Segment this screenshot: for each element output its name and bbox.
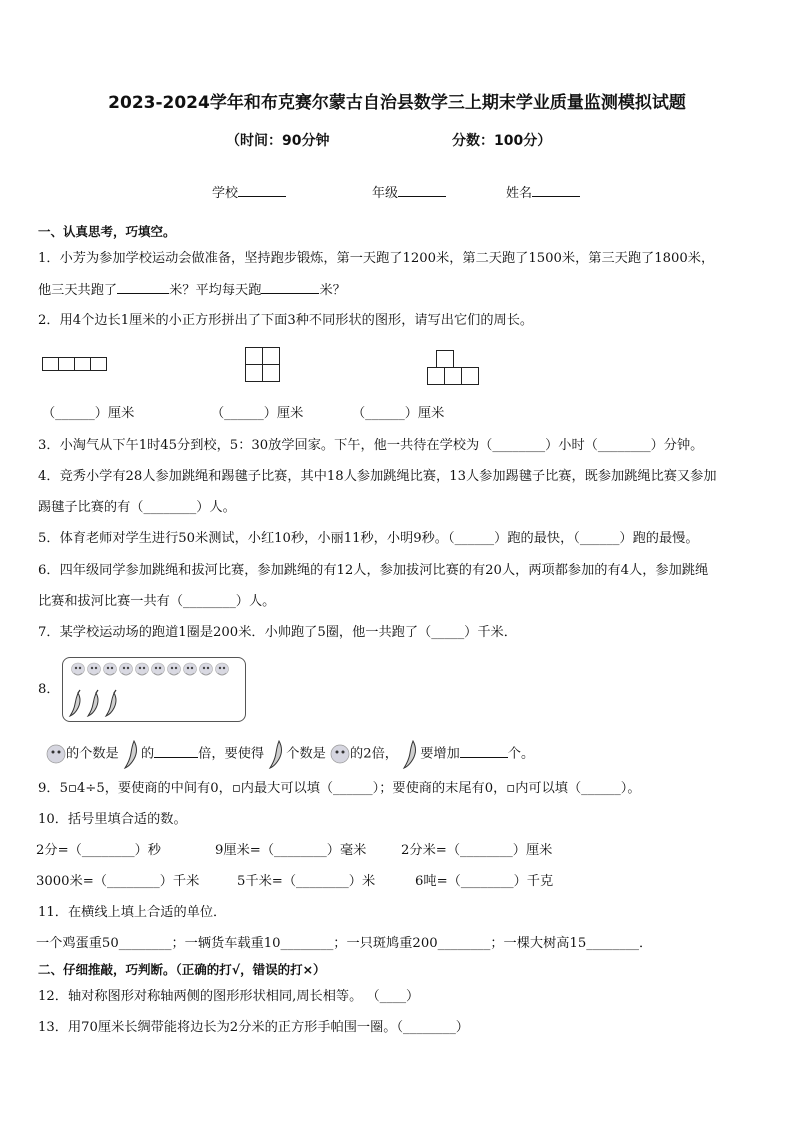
q8-pepper-row bbox=[70, 690, 116, 716]
question-2: 2．用4个边长1厘米的小正方形拼出了下面3种不同形状的图形，请写出它们的周长。 bbox=[38, 313, 534, 328]
shape-t-tetromino bbox=[427, 350, 481, 386]
shape-row-of-four bbox=[42, 357, 114, 375]
q10-item-3[interactable]: 2分米=（________）厘米 bbox=[401, 843, 553, 858]
q8-text-1: 的个数是 bbox=[66, 746, 119, 762]
q1-blank-2[interactable] bbox=[261, 281, 319, 294]
question-6-line-1: 6．四年级同学参加跳绳和拔河比赛，参加跳绳的有12人，参加拔河比赛的有20人，两项都参加的有4人，参加跳绳 bbox=[38, 563, 709, 578]
question-1-line-2 bbox=[38, 281, 346, 300]
grade-field[interactable] bbox=[372, 182, 446, 201]
name-label: 姓名 bbox=[506, 186, 533, 201]
q1-text-1: 他三天共跑了 bbox=[38, 283, 118, 298]
question-7: 7．某学校运动场的跑道1圈是200米．小帅跑了5圈，他一共跑了（_____）千米． bbox=[38, 625, 517, 640]
section-1-heading: 一、认真思考，巧填空。 bbox=[38, 224, 176, 239]
q8-text-3: 倍，要使得 bbox=[198, 746, 265, 762]
question-13: 13．用70厘米长绸带能将边长为2分米的正方形手帕围一圈。（________） bbox=[38, 1020, 469, 1035]
q8-text-2: 的 bbox=[140, 746, 155, 762]
grade-label: 年级 bbox=[372, 186, 399, 201]
pepper-icon bbox=[123, 739, 141, 769]
page-title: 2023-2024学年和布克赛尔蒙古自治县数学三上期末学业质量监测模拟试题 bbox=[108, 93, 686, 113]
question-12: 12．轴对称图形对称轴两侧的图形形状相同,周长相等。 （____） bbox=[38, 989, 420, 1004]
exam-score: 分数：100分） bbox=[452, 133, 552, 149]
ghost-icon bbox=[330, 743, 350, 765]
q1-text-2: 米？平均每天跑 bbox=[169, 283, 262, 298]
q2-blank-2[interactable]: （______）厘米 bbox=[211, 406, 304, 421]
question-1-line-1: 1．小芳为参加学校运动会做准备，坚持跑步锻炼，第一天跑了1200米，第二天跑了1500米，第三天跑了1800米， bbox=[38, 251, 715, 266]
q8-picture-box bbox=[62, 657, 246, 722]
q10-item-5[interactable]: 5千米=（________）米 bbox=[237, 874, 376, 889]
pepper-icon bbox=[268, 739, 286, 769]
q10-item-1[interactable]: 2分=（________）秒 bbox=[36, 843, 161, 858]
exam-time: （时间：90分钟 bbox=[226, 133, 330, 149]
q8-text-6: 要增加 bbox=[420, 746, 460, 762]
q8-text-line bbox=[46, 739, 534, 769]
q10-item-2[interactable]: 9厘米=（________）毫米 bbox=[215, 843, 367, 858]
q8-pictures bbox=[63, 658, 245, 721]
q2-blank-1[interactable]: （______）厘米 bbox=[42, 406, 135, 421]
q8-text-7: 个。 bbox=[507, 746, 535, 762]
shape-two-by-two bbox=[245, 347, 281, 383]
school-label: 学校 bbox=[212, 186, 239, 201]
question-9: 9．5▫4÷5，要使商的中间有0，▫内最大可以填（______）；要使商的末尾有0，▫内可以填（______）。 bbox=[38, 781, 641, 796]
q10-item-4[interactable]: 3000米=（________）千米 bbox=[36, 874, 200, 889]
section-2-heading: 二、仔细推敲，巧判断。（正确的打√，错误的打×） bbox=[38, 962, 326, 977]
question-4-line-1: 4．竞秀小学有28人参加跳绳和踢毽子比赛，其中18人参加跳绳比赛，13人参加踢毽子比赛，既参加跳绳比赛又参加 bbox=[38, 469, 717, 484]
question-6-line-2: 比赛和拔河比赛一共有（________）人。 bbox=[38, 594, 276, 609]
question-11-blanks: 一个鸡蛋重50________；一辆货车载重10________；一只斑鸠重200________；一棵大树高15________． bbox=[36, 936, 653, 951]
q8-text-5: 的2倍， bbox=[350, 746, 398, 762]
question-3: 3．小淘气从下午1时45分到校，5：30放学回家。下午，他一共待在学校为（________）小时（________）分钟。 bbox=[38, 438, 704, 453]
question-11: 11．在横线上填上合适的单位． bbox=[38, 905, 227, 920]
ghost-icon bbox=[46, 743, 66, 765]
q8-text-4: 个数是 bbox=[286, 746, 326, 762]
q1-text-3: 米？ bbox=[319, 283, 346, 298]
q8-blank-1[interactable] bbox=[154, 745, 198, 758]
q8-blank-2[interactable] bbox=[460, 745, 508, 758]
q1-blank-1[interactable] bbox=[117, 281, 169, 294]
school-field[interactable] bbox=[212, 182, 286, 201]
question-4-line-2: 踢毽子比赛的有（________）人。 bbox=[38, 500, 236, 515]
q2-blank-3[interactable]: （______）厘米 bbox=[352, 406, 445, 421]
name-field[interactable] bbox=[506, 182, 580, 201]
pepper-icon bbox=[402, 739, 420, 769]
q10-item-6[interactable]: 6吨=（________）千克 bbox=[415, 874, 554, 889]
question-10: 10．括号里填合适的数。 bbox=[38, 812, 187, 827]
q8-number: 8． bbox=[38, 682, 60, 697]
question-5: 5．体育老师对学生进行50米测试，小红10秒，小丽11秒，小明9秒。（______）跑的最快，（______）跑的最慢。 bbox=[38, 531, 699, 546]
q8-ghost-row bbox=[72, 663, 229, 675]
